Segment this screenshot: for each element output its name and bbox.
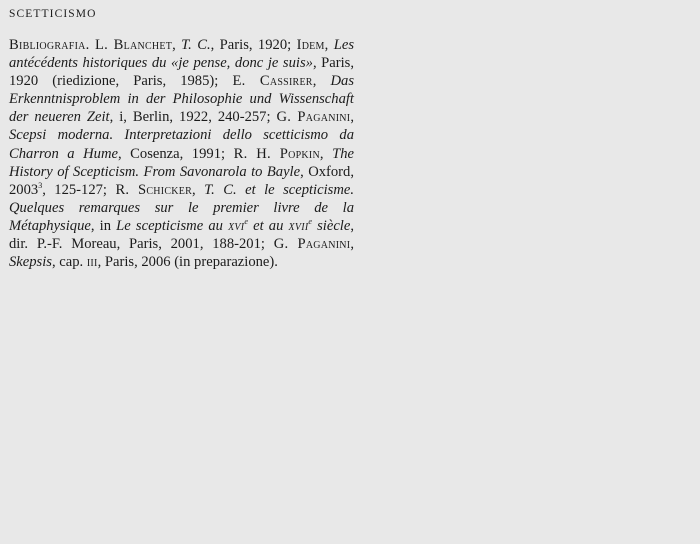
author-popkin: R. H. Popkin [233,145,320,162]
bibliography-label: Bibliografia. [9,37,90,53]
title-blanchet: T. C. [181,37,211,53]
title-schicker: T. C. et le scepticisme. Quelques remarques sur le premier livre de la Métaphysique [9,181,354,234]
author-paganini-second: G. Paganini [273,236,351,253]
title-scepsi-moderna: Scepsi moderna. Interpretazioni dello scetticismo da Charron a Hume [9,127,354,162]
schicker-in: , in [90,217,117,234]
publication-cassirer: , i, Berlin, 1922, 240-257; [109,109,277,126]
author-paganini: G. Paganini [276,109,351,126]
author-cassirer: E. Cassirer [232,73,313,90]
title-history-of-scepticism: The History of Scepticism. From Savonarola to Bayle [9,145,355,180]
title-antecedents: Les antécédents historiques du «je pense, donc je suis» [9,37,355,72]
edition-superscript: 3 [38,180,43,190]
paganini-separator: , [350,109,354,126]
title-cassirer: Das Erkenntnisproblem in der Philosophie und Wissenschaft der neueren Zeit [9,73,355,126]
popkin-separator: , [319,145,333,162]
publication-antecedents: , Paris, 1920 (riedizione, Paris, 1985); [9,55,354,90]
running-head: SCETTICISMO [9,8,97,20]
bibliography-entry [9,36,354,271]
cassirer-separator: , [312,73,331,90]
publication-popkin-a: , Oxford, 2003 [9,163,354,198]
century-xvii: xvii [288,217,309,234]
title-skepsis: Skepsis [9,254,52,271]
separator: , [172,37,182,53]
title-moreau-c: siècle [311,217,351,234]
chapter-number: iii [86,254,98,271]
author-idem: Idem [296,37,325,53]
idem-separator: , [324,37,329,53]
century-xvii-superscript: e [308,217,312,227]
publication-moreau: , dir. P.-F. Moreau, Paris, 2001, 188-201; [9,217,354,253]
title-moreau-b: et au [247,217,289,234]
publication-skepsis-a: , cap. [51,254,87,271]
publication-blanchet: , Paris, 1920; [210,37,297,53]
century-xvi: xvi [228,217,245,234]
paganini-second-separator: , [350,236,354,253]
title-moreau-a: Le scepticisme au [116,217,229,234]
author-schicker: R. Schicker [115,181,193,198]
century-xvi-superscript: e [244,217,248,227]
author-blanchet: L. Blanchet [94,37,173,53]
publication-skepsis-b: , Paris, 2006 (in preparazione). [97,254,278,271]
schicker-separator: , [192,181,205,198]
publication-scepsi-moderna: , Cosenza, 1991; [117,145,234,162]
publication-popkin-b: , 125-127; [42,181,116,198]
